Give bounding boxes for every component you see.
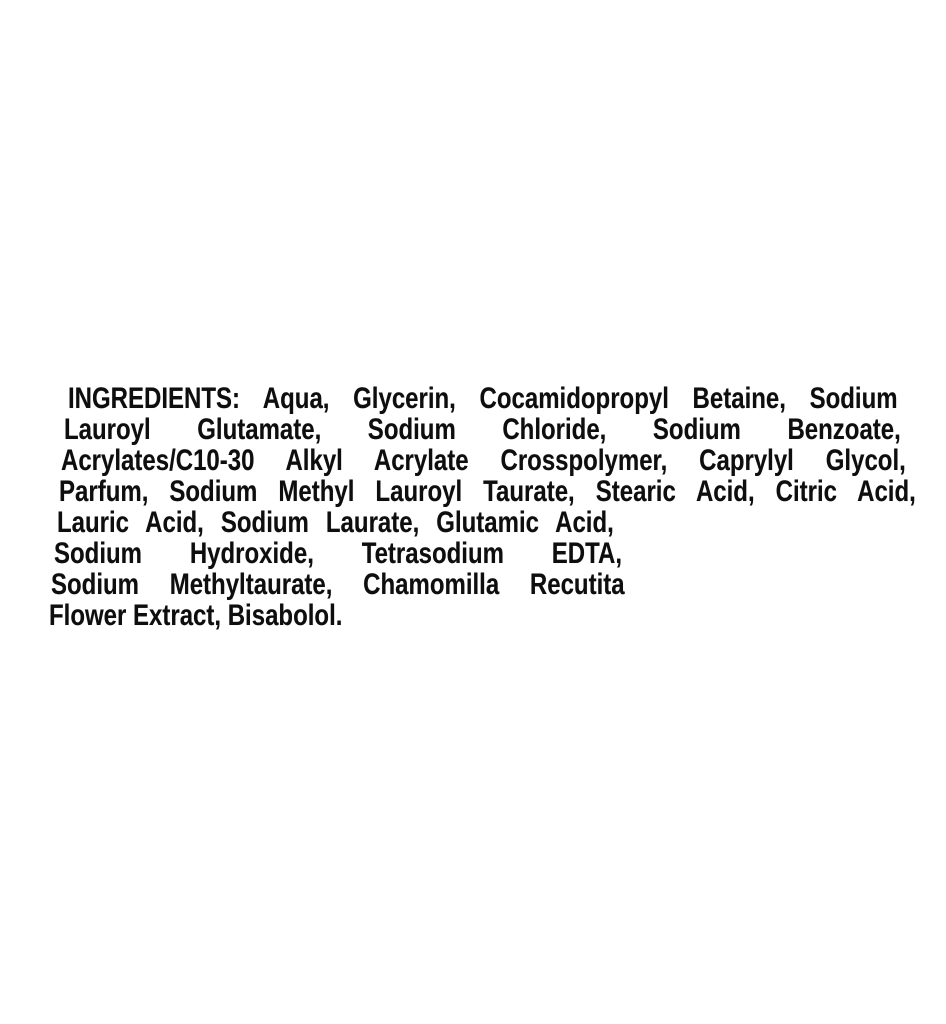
ingredients-text-line-2: Lauroyl Glutamate, Sodium Chloride, Sodium Benzoate, xyxy=(64,413,901,446)
ingredients-text-line-6: Sodium Hydroxide, Tetrasodium EDTA, xyxy=(54,537,622,570)
ingredients-text-line-8: Flower Extract, Bisabolol. xyxy=(49,599,343,632)
ingredients-text-line-7: Sodium Methyltaurate, Chamomilla Recutita xyxy=(51,568,625,601)
ingredients-text-line-5: Lauric Acid, Sodium Laurate, Glutamic Acid, xyxy=(57,506,614,539)
ingredients-text-line-1: INGREDIENTS: Aqua, Glycerin, Cocamidopropyl Betaine, Sodium xyxy=(68,382,898,415)
ingredients-list xyxy=(0,383,946,631)
ingredients-text-line-4: Parfum, Sodium Methyl Lauroyl Taurate, Stearic Acid, Citric Acid, xyxy=(59,475,916,508)
ingredients-text-line-3: Acrylates/C10-30 Alkyl Acrylate Crosspolymer, Caprylyl Glycol, xyxy=(61,444,906,477)
